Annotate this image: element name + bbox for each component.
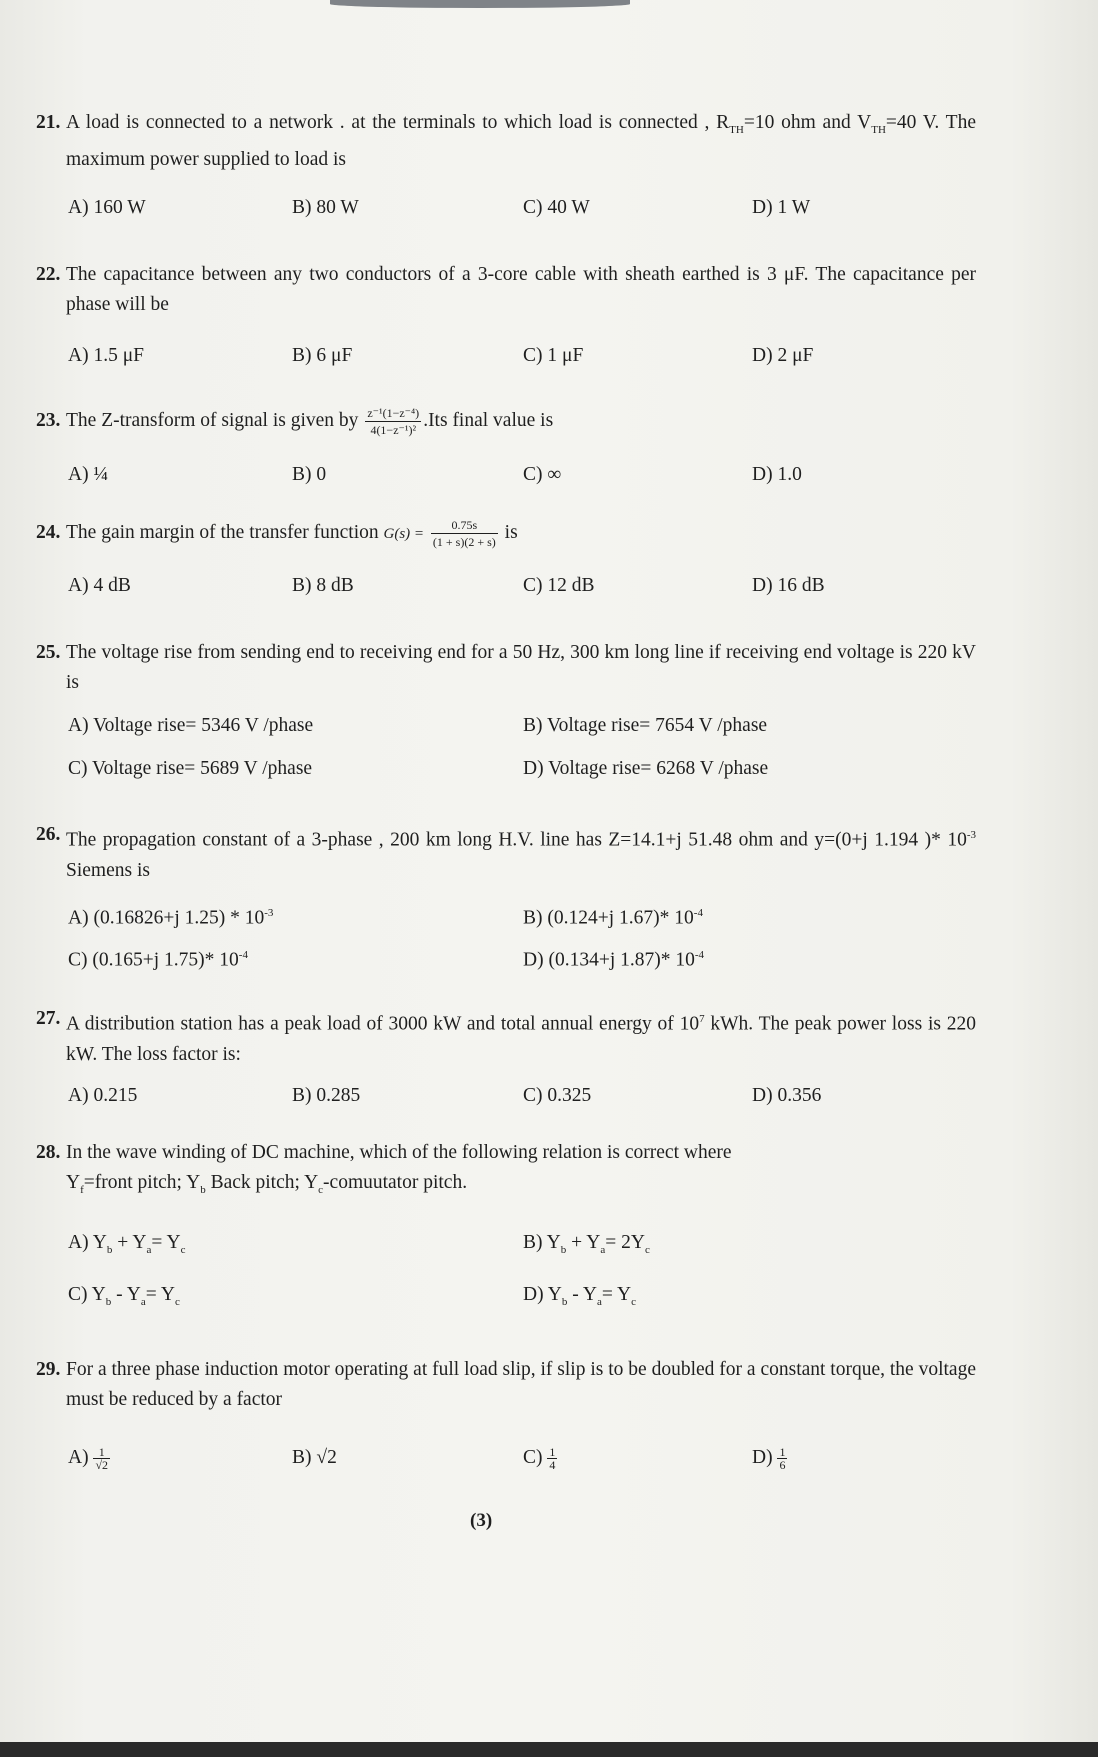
option-b[interactable]: B) Voltage rise= 7654 V /phase [523, 715, 768, 736]
page-number: (3) [470, 1510, 493, 1531]
option-d[interactable]: D) $Y_b - Y_a= Y_c$ [523, 1284, 636, 1308]
question-text: The propagation constant of a 3-phase , 200 km long H.V. line has Z=14.1+j 51.48 ohm and y=(0+j 1.194 )* $10^{-3}$ Siemens is [66, 829, 976, 881]
option-a[interactable]: A) 160 W [68, 197, 146, 218]
option-c[interactable]: C) 12 dB [523, 575, 595, 596]
option-b[interactable]: B) 6 μF [292, 345, 353, 366]
option-b[interactable]: B) 8 dB [292, 575, 354, 596]
question-24 [36, 518, 976, 549]
option-b[interactable]: B) √2 [292, 1447, 337, 1468]
transfer-function-fraction: $\frac{0.75s}{(1 + s)(2 + s)}$ [432, 518, 496, 550]
option-a[interactable]: A) $\frac{1}{√2}$ [68, 1445, 109, 1473]
fraction: $\frac{1}{√2}$ [95, 1445, 109, 1473]
option-a[interactable]: A) 1.5 μF [68, 345, 145, 366]
question-text: The gain margin of the transfer function G(s) = $\frac{0.75s}{(1 + s)(2 + s)}$ is [66, 518, 518, 550]
option-d[interactable]: D) (0.134+j 1.87)* $10^{-4}$ [523, 949, 705, 971]
option-d[interactable]: D) $\frac{1}{6}$ [752, 1445, 786, 1473]
option-d[interactable]: D) 1 W [752, 197, 811, 218]
bottom-rule [0, 1742, 1098, 1757]
question-23 [36, 406, 976, 437]
question-29 [36, 1355, 976, 1415]
question-28 [36, 1138, 976, 1205]
question-25 [36, 638, 976, 698]
option-d[interactable]: D) 16 dB [752, 575, 825, 596]
question-27 [36, 1004, 976, 1070]
option-a[interactable]: A) 4 dB [68, 575, 131, 596]
option-c[interactable]: C) ∞ [523, 464, 562, 485]
option-a[interactable]: A) $Y_b + Y_a= Y_c$ [68, 1232, 186, 1256]
question-26 [36, 820, 976, 886]
question-number: 23. [36, 410, 61, 431]
fraction: $\frac{1}{6}$ [779, 1445, 786, 1473]
question-22 [36, 260, 976, 320]
option-c[interactable]: C) 40 W [523, 197, 590, 218]
question-number: 27. [36, 1008, 61, 1029]
option-d[interactable]: D) Voltage rise= 6268 V /phase [523, 758, 769, 779]
question-number: 25. [36, 642, 61, 663]
option-b[interactable]: B) 0 [292, 464, 327, 485]
question-text: The capacitance between any two conductors of a 3-core cable with sheath earthed is 3 μF. The capacitance per phase will be [66, 264, 976, 315]
question-number: 28. [36, 1142, 61, 1163]
question-text: The voltage rise from sending end to receiving end for a 50 Hz, 300 km long line if receiving end voltage is 220 kV is [66, 642, 976, 693]
question-number: 21. [36, 112, 61, 133]
option-a[interactable]: A) (0.16826+j $1.25) * 10^{-3}$ [68, 907, 274, 929]
question-number: 24. [36, 522, 61, 543]
question-21 [36, 108, 976, 175]
scan-shadow [330, 0, 630, 8]
fraction: $\frac{1}{4}$ [549, 1445, 556, 1473]
question-number: 22. [36, 264, 61, 285]
question-number: 29. [36, 1359, 61, 1380]
question-number: 26. [36, 824, 61, 845]
option-a[interactable]: A) Voltage rise= 5346 V /phase [68, 715, 314, 736]
option-a[interactable]: A) 0.215 [68, 1085, 138, 1106]
option-b[interactable]: B) (0.124+j 1.67)* $10^{-4}$ [523, 907, 703, 929]
option-b[interactable]: B) 80 W [292, 197, 359, 218]
option-d[interactable]: D) 0.356 [752, 1085, 822, 1106]
option-c[interactable]: C) Voltage rise= 5689 V /phase [68, 758, 313, 779]
option-a[interactable]: A) ¼ [68, 464, 109, 485]
option-b[interactable]: B) $Y_b + Y_a= 2Y_c$ [523, 1232, 650, 1256]
option-d[interactable]: D) 2 μF [752, 345, 814, 366]
question-text: In the wave winding of DC machine, which of the following relation is correct where $Y_f=front$ pitch; $Y_b$ Back pitch; $Y_c$-comuutator pitch. [66, 1142, 732, 1196]
option-c[interactable]: C) $\frac{1}{4}$ [523, 1445, 556, 1473]
question-text: A distribution station has a peak load of 3000 kW and total annual energy of $10^7$ kWh. The peak power loss is 220 kW. The loss factor is: [66, 1013, 976, 1065]
option-c[interactable]: C) 0.325 [523, 1085, 592, 1106]
option-d[interactable]: D) 1.0 [752, 464, 802, 485]
question-text: A load is connected to a network . at the terminals to which load is connected , $R_{TH}=10$ ohm and $V_{TH}=40$ V. The maximum power supplied to load is [66, 112, 976, 170]
option-b[interactable]: B) 0.285 [292, 1085, 361, 1106]
question-text: The Z-transform of signal is given by $\frac{\text{z⁻¹(1−z⁻⁴)}}{\text{4(1−z⁻¹)²}}$ .Its final value is [66, 406, 554, 438]
z-transform-fraction: $\frac{\text{z⁻¹(1−z⁻⁴)}}{\text{4(1−z⁻¹)²}}$ [367, 406, 420, 438]
question-text: For a three phase induction motor operating at full load slip, if slip is to be doubled for a constant torque, the voltage must be reduced by a factor [66, 1359, 976, 1410]
option-c[interactable]: C) (0.165+j 1.75)* $10^{-4}$ [68, 949, 248, 971]
option-c[interactable]: C) 1 μF [523, 345, 584, 366]
option-c[interactable]: C) $Y_b - Y_a= Y_c$ [68, 1284, 180, 1308]
